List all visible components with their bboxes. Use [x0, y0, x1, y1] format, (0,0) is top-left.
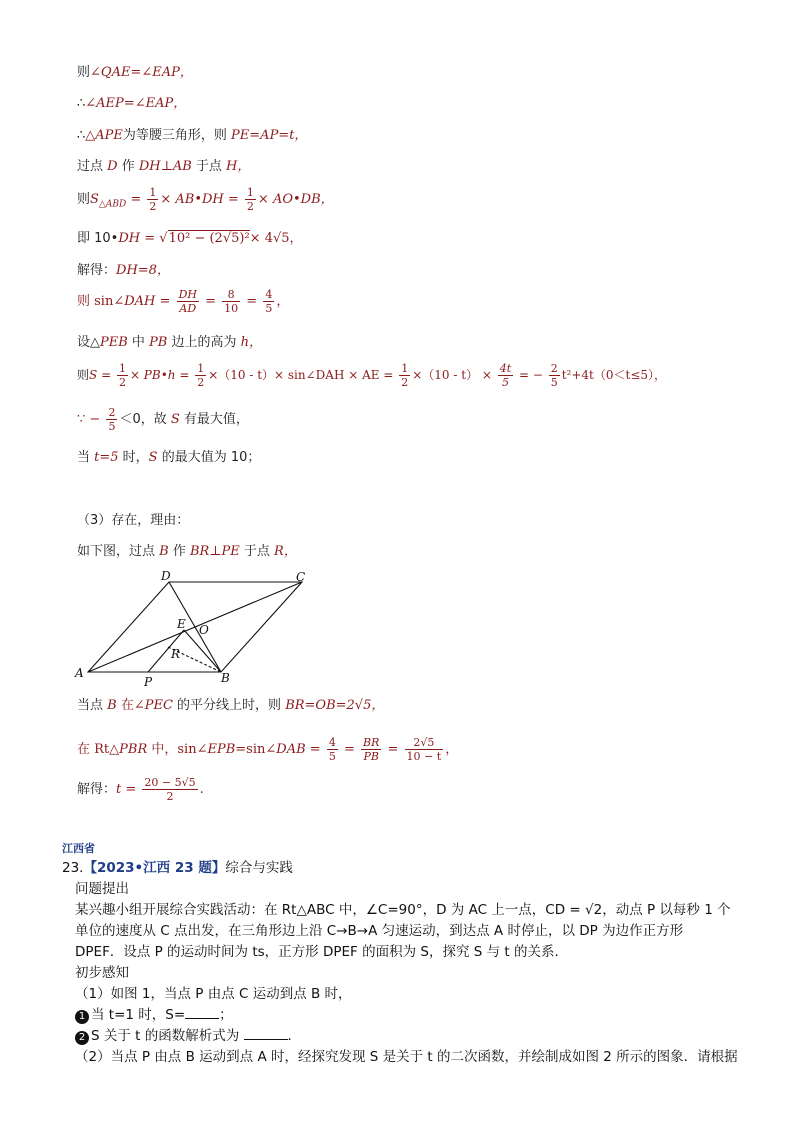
math: 在∠: [116, 698, 145, 713]
fraction: [177, 288, 199, 315]
radicand: 10² − (2√5)²: [168, 231, 250, 246]
question-2: （2）当点 P 由点 B 运动到点 A 时，经探究发现 S 是关于 t 的二次函数，并绘制成如图 2 所示的图象．请根据: [75, 1049, 738, 1065]
numerator: 4: [265, 288, 273, 301]
solution-line-3: [77, 127, 307, 145]
fraction: [361, 736, 381, 763]
text: 如下图，过点: [77, 544, 160, 559]
section-heading-1: 问题提出: [75, 881, 129, 897]
math: EPB: [207, 742, 236, 757]
answer-blank[interactable]: [185, 1006, 219, 1019]
solution-line-6: 即 10•DH = √10² − (2√5)²× 4√5，: [77, 231, 303, 246]
text: 有最大值，: [179, 412, 249, 427]
math: △APE: [85, 128, 123, 143]
problem-number: 23.: [62, 860, 84, 876]
math: =: [140, 231, 160, 246]
text: 时，: [118, 450, 149, 465]
solution-line-14: [77, 543, 297, 561]
math: S: [90, 192, 99, 207]
solution-line-4: [77, 158, 250, 176]
numerator: 2√5: [405, 736, 444, 750]
numerator: 1: [246, 186, 254, 199]
problem-paragraph-1: 某兴趣小组开展综合实践活动：在 Rt△ABC 中，∠C=90°，D 为 AC 上一点，CD = √2，动点 P 以每秒 1 个: [75, 902, 731, 918]
problem-title: 综合与实践: [225, 860, 293, 876]
label-d: D: [161, 569, 171, 583]
numerator: 1: [197, 362, 205, 375]
label-a: A: [75, 666, 84, 680]
answer-blank[interactable]: [244, 1027, 288, 1040]
text: 过点: [77, 159, 108, 174]
math: PEB: [100, 335, 128, 350]
math: ∵ −: [77, 412, 105, 427]
math: PB: [149, 335, 168, 350]
denominator: 10: [224, 302, 239, 315]
denominator: 5: [501, 376, 509, 389]
math: S: [89, 368, 98, 382]
math: t=5: [94, 450, 119, 465]
fraction: [405, 736, 444, 763]
numerator: 4t: [499, 362, 512, 375]
label-b: B: [221, 671, 230, 685]
math: × AB•DH =: [160, 192, 243, 207]
math: ∠QAE=∠EAP，: [90, 65, 193, 80]
math-sub: △ABD: [98, 199, 127, 210]
numerator: 1: [401, 362, 409, 375]
math: ∠AEP=∠EAP，: [85, 96, 187, 111]
solution-line-17: [77, 776, 204, 803]
solution-line-16: [77, 736, 458, 763]
math: =: [126, 192, 146, 207]
numerator: 2: [108, 406, 116, 419]
circled-number: 2: [75, 1031, 89, 1045]
question-1a: [75, 1005, 233, 1025]
text: 解得：: [77, 263, 117, 278]
solution-line-13: [77, 512, 189, 530]
math: × AO•DB，: [257, 192, 334, 207]
numerator: BR: [363, 736, 380, 749]
math: ，: [445, 742, 459, 757]
solution-line-5: [77, 186, 334, 214]
fraction: [117, 362, 128, 389]
solution-line-15: [77, 697, 384, 715]
solution-line-9: [77, 334, 262, 352]
text: ＜0，故: [119, 412, 171, 427]
text: ∴: [77, 96, 86, 111]
parallelogram-figure: [70, 568, 340, 690]
solution-line-12: [77, 449, 260, 467]
fraction: [195, 362, 206, 389]
denominator: 2: [401, 376, 409, 389]
numerator: DH: [178, 288, 197, 301]
numerator: 1: [149, 186, 157, 199]
text: 边上的高为: [167, 335, 241, 350]
circled-number: 1: [75, 1010, 89, 1024]
math: =sin∠: [235, 742, 277, 757]
denominator: 5: [550, 376, 558, 389]
numerator: 2: [550, 362, 558, 375]
section-heading-2: 初步感知: [75, 965, 129, 981]
province-heading: 江西省: [62, 842, 95, 855]
text: 的平分线上时，则: [172, 698, 286, 713]
denominator: 2: [166, 790, 174, 803]
math: DH: [118, 231, 141, 246]
denominator: 2: [118, 376, 126, 389]
math: S: [148, 450, 158, 465]
math: =: [242, 294, 262, 309]
text: 则: [77, 65, 91, 80]
fraction: [399, 362, 410, 389]
text: 作: [168, 544, 190, 559]
math: BR⊥PE: [189, 544, 240, 559]
text: 于点: [191, 159, 227, 174]
fraction: [263, 288, 274, 315]
math: DAB: [276, 742, 306, 757]
numerator: 8: [222, 288, 240, 302]
fraction: [106, 406, 117, 433]
math: PBR: [119, 742, 148, 757]
math: × PB•h =: [129, 368, 194, 382]
text: 中: [127, 335, 150, 350]
math: PEC: [144, 698, 173, 713]
solution-line-8: [77, 288, 289, 315]
math: B: [107, 698, 117, 713]
solution-line-7: [77, 262, 170, 280]
math: DH=8，: [116, 263, 170, 278]
denominator: 5: [108, 420, 116, 433]
question-text: 当 t=1 时，S=: [91, 1007, 186, 1023]
text: 即 10•: [77, 231, 119, 246]
text: 则: [77, 368, 90, 382]
math: 在 Rt△: [77, 742, 120, 757]
denominator: 2: [246, 200, 254, 213]
label-c: C: [296, 570, 306, 584]
denominator: 2: [149, 200, 157, 213]
fraction: [327, 736, 338, 763]
label-r: R: [171, 647, 181, 661]
math: t²+4t（0＜t≤5），: [561, 368, 667, 382]
denominator: AD: [179, 302, 197, 315]
math: =: [383, 742, 403, 757]
math: H，: [226, 159, 251, 174]
text: （3）存在，理由：: [77, 513, 190, 528]
text: 当: [77, 450, 95, 465]
math: =: [155, 294, 175, 309]
question-text: ；: [219, 1007, 233, 1023]
solution-line-10: [77, 362, 666, 389]
text: 设△: [77, 335, 100, 350]
text: ∴: [77, 128, 86, 143]
math: =: [339, 742, 359, 757]
text: 则: [77, 192, 91, 207]
math: ×（10 - t） ×: [412, 368, 496, 382]
math: ，: [276, 294, 290, 309]
denominator: 2: [197, 376, 205, 389]
fraction: [147, 186, 158, 213]
denominator: 5: [265, 302, 273, 315]
math: S: [170, 412, 180, 427]
problem-heading: [62, 858, 293, 878]
math: =: [305, 742, 325, 757]
solution-line-2: [77, 95, 186, 113]
math: =: [121, 782, 141, 797]
text: 解得：: [77, 782, 117, 797]
denominator: PB: [363, 750, 379, 763]
denominator: 5: [328, 750, 336, 763]
math: h，: [240, 335, 263, 350]
math: 中，sin∠: [147, 742, 208, 757]
label-o: O: [199, 623, 209, 637]
math: BR=OB=2√5，: [285, 698, 385, 713]
question-text: ．: [287, 1028, 302, 1044]
numerator: 4: [328, 736, 336, 749]
math: =: [97, 368, 115, 382]
label-e: E: [177, 617, 186, 631]
math: × 4√5，: [249, 231, 303, 246]
problem-paragraph-3: DPEF．设点 P 的运动时间为 ts，正方形 DPEF 的面积为 S，探究 S 与 t 的关系．: [75, 944, 568, 960]
math: .: [199, 782, 204, 797]
math: t: [116, 782, 122, 797]
question-1b: [75, 1026, 301, 1046]
problem-paragraph-2: 单位的速度从 C 点出发，在三角形边上沿 C→B→A 匀速运动，到达点 A 时停止，以 DP 为边作正方形: [75, 923, 684, 939]
question-1: （1）如图 1，当点 P 由点 C 运动到点 B 时，: [75, 986, 352, 1002]
fraction: [222, 288, 240, 315]
denominator: 10 − t: [406, 750, 442, 763]
solution-line-11: [77, 406, 249, 433]
math: =: [200, 294, 221, 309]
fraction: [498, 362, 513, 389]
numerator: 20 − 5√5: [144, 776, 196, 789]
math: D: [107, 159, 118, 174]
text: 的最大值为 10；: [157, 450, 261, 465]
math: R，: [274, 544, 297, 559]
solution-line-1: [77, 64, 193, 82]
math: PE=AP=t，: [231, 128, 308, 143]
fraction: [245, 186, 256, 213]
text: 当点: [77, 698, 108, 713]
question-text: S 关于 t 的函数解析式为: [91, 1028, 244, 1044]
math: DH⊥AB: [138, 159, 192, 174]
text: 为等腰三角形，则: [122, 128, 232, 143]
math: 则 sin∠: [77, 294, 125, 309]
text: 于点: [239, 544, 275, 559]
numerator: 1: [118, 362, 126, 375]
text: 作: [117, 159, 139, 174]
math: ×（10 - t）× sin∠DAH × AE =: [208, 368, 398, 382]
math: = −: [515, 368, 547, 382]
fraction: [549, 362, 560, 389]
fraction: [142, 776, 197, 803]
label-p: P: [144, 675, 153, 689]
math: DAH: [124, 294, 156, 309]
problem-tag: 【2023•江西 23 题】: [83, 860, 226, 876]
math: B: [159, 544, 169, 559]
